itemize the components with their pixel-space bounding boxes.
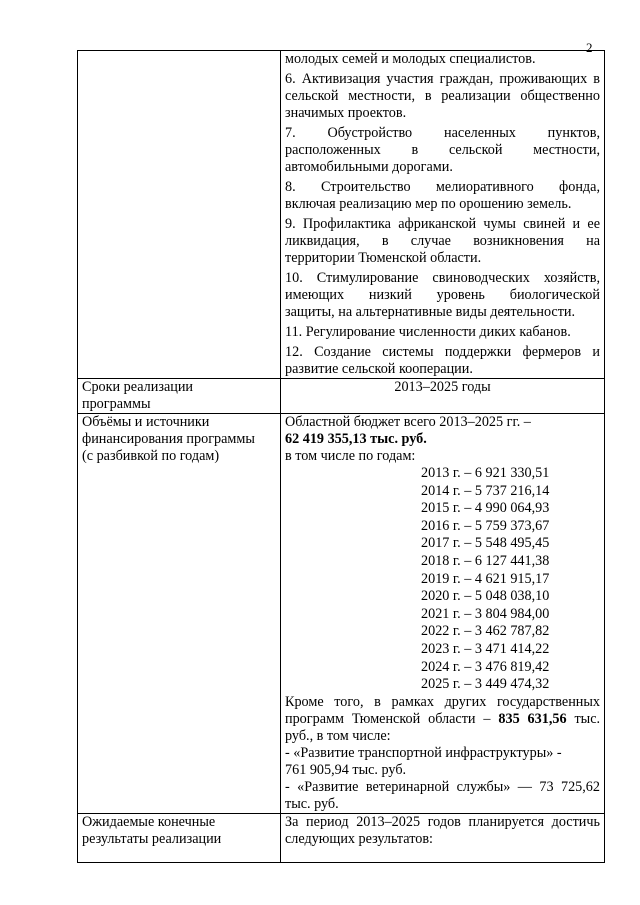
- task-item: [285, 71, 600, 122]
- year-amount: 2017 г. – 5 548 495,45: [421, 535, 550, 552]
- table-row-funding: [78, 414, 605, 814]
- year-amount: 2019 г. – 4 621 915,17: [421, 570, 550, 587]
- task-line: 12. Создание системы поддержки фермеров и: [285, 344, 600, 360]
- table-row-period: [78, 379, 605, 414]
- year-amount: 2015 г. – 4 990 064,93: [421, 500, 550, 517]
- task-line: включая реализацию мер по орошению земель.: [285, 196, 572, 212]
- year-amount: 2018 г. – 6 127 441,38: [421, 552, 550, 569]
- task-line: ликвидация, в случае возникновения на: [285, 233, 600, 249]
- year-amount: 2020 г. – 5 048 038,10: [421, 588, 550, 605]
- budget-total: 62 419 355,13 тыс. руб.: [285, 431, 427, 447]
- task-item: [285, 179, 600, 213]
- results-line-1: За период 2013–2025 годов планируется достичь: [285, 813, 600, 830]
- sub2-line-1: - «Развитие ветеринарной службы» — 73 725,62: [285, 778, 600, 795]
- label-line: результаты реализации: [82, 830, 222, 847]
- task-line: молодых семей и молодых специалистов.: [285, 51, 536, 67]
- task-line: сельской местности, в реализации общественно: [285, 88, 600, 104]
- years-list: [421, 465, 600, 694]
- period-label: [78, 379, 281, 414]
- period-text: 2013–2025 годы: [394, 379, 491, 395]
- table-row-results: [78, 813, 605, 862]
- other-line-3: руб., в том числе:: [285, 727, 391, 744]
- table-row-tasks: [78, 51, 605, 379]
- other-line-1: Кроме того, в рамках других государственных: [285, 693, 600, 710]
- label-line: программы: [82, 396, 151, 412]
- task-line: 9. Профилактика африканской чумы свиней и ее: [285, 216, 600, 232]
- task-item: [285, 216, 600, 267]
- year-amount: 2024 г. – 3 476 819,42: [421, 658, 550, 675]
- task-line: расположенных в сельской местности,: [285, 142, 600, 158]
- passport-table: [77, 50, 605, 863]
- funding-value: [281, 414, 605, 814]
- year-amount: 2023 г. – 3 471 414,22: [421, 640, 550, 657]
- tasks-list: [281, 51, 605, 379]
- task-line: защиты, на альтернативные виды деятельности.: [285, 304, 576, 320]
- funding-label: [78, 414, 281, 814]
- task-line: 8. Строительство мелиоративного фонда,: [285, 179, 600, 195]
- results-value: [281, 813, 605, 862]
- task-line: территории Тюменской области.: [285, 250, 482, 266]
- year-amount: 2014 г. – 5 737 216,14: [421, 482, 550, 499]
- year-amount: 2025 г. – 3 449 474,32: [421, 676, 550, 693]
- task-item: [285, 51, 600, 68]
- page-number: 2: [586, 40, 593, 55]
- task-line: 7. Обустройство населенных пунктов,: [285, 125, 600, 141]
- year-amount: 2013 г. – 6 921 330,51: [421, 465, 550, 481]
- years-intro: в том числе по годам:: [285, 448, 416, 464]
- label-line: финансирования программы: [82, 431, 255, 447]
- other-prefix: программ Тюменской области –: [285, 710, 491, 727]
- task-line: 11. Регулирование численности диких кабанов.: [285, 324, 571, 340]
- task-item: [285, 125, 600, 176]
- sub1-line-2: 761 905,94 тыс. руб.: [285, 761, 407, 778]
- task-line: автомобильными дорогами.: [285, 159, 453, 175]
- label-line: (с разбивкой по годам): [82, 448, 220, 464]
- label-line: Объёмы и источники: [82, 414, 210, 430]
- task-line: 6. Активизация участия граждан, проживающих в: [285, 71, 600, 87]
- sub2-line-2: тыс. руб.: [285, 795, 339, 812]
- year-amount: 2016 г. – 5 759 373,67: [421, 517, 550, 534]
- label-line: Ожидаемые конечные: [82, 813, 216, 830]
- task-item: [285, 344, 600, 378]
- other-line-2: [285, 711, 600, 728]
- results-label: [78, 813, 281, 862]
- task-item: [285, 270, 600, 321]
- task-line: значимых проектов.: [285, 105, 407, 121]
- results-line-2: следующих результатов:: [285, 830, 433, 847]
- other-suffix: тыс.: [574, 710, 601, 727]
- budget-line: Областной бюджет всего 2013–2025 гг. –: [285, 414, 531, 430]
- row-label-empty: [78, 51, 281, 379]
- task-line: 10. Стимулирование свиноводческих хозяйств,: [285, 270, 600, 286]
- task-item: [285, 324, 600, 341]
- year-amount: 2021 г. – 3 804 984,00: [421, 605, 550, 622]
- label-line: Сроки реализации: [82, 379, 194, 395]
- sub1-line-1: - «Развитие транспортной инфраструктуры» -: [285, 744, 562, 761]
- year-amount: 2022 г. – 3 462 787,82: [421, 623, 550, 640]
- task-line: имеющих низкий уровень биологической: [285, 287, 600, 303]
- task-line: развитие сельской кооперации.: [285, 361, 473, 377]
- period-value: [281, 379, 605, 414]
- other-amount: 835 631,56: [498, 710, 567, 727]
